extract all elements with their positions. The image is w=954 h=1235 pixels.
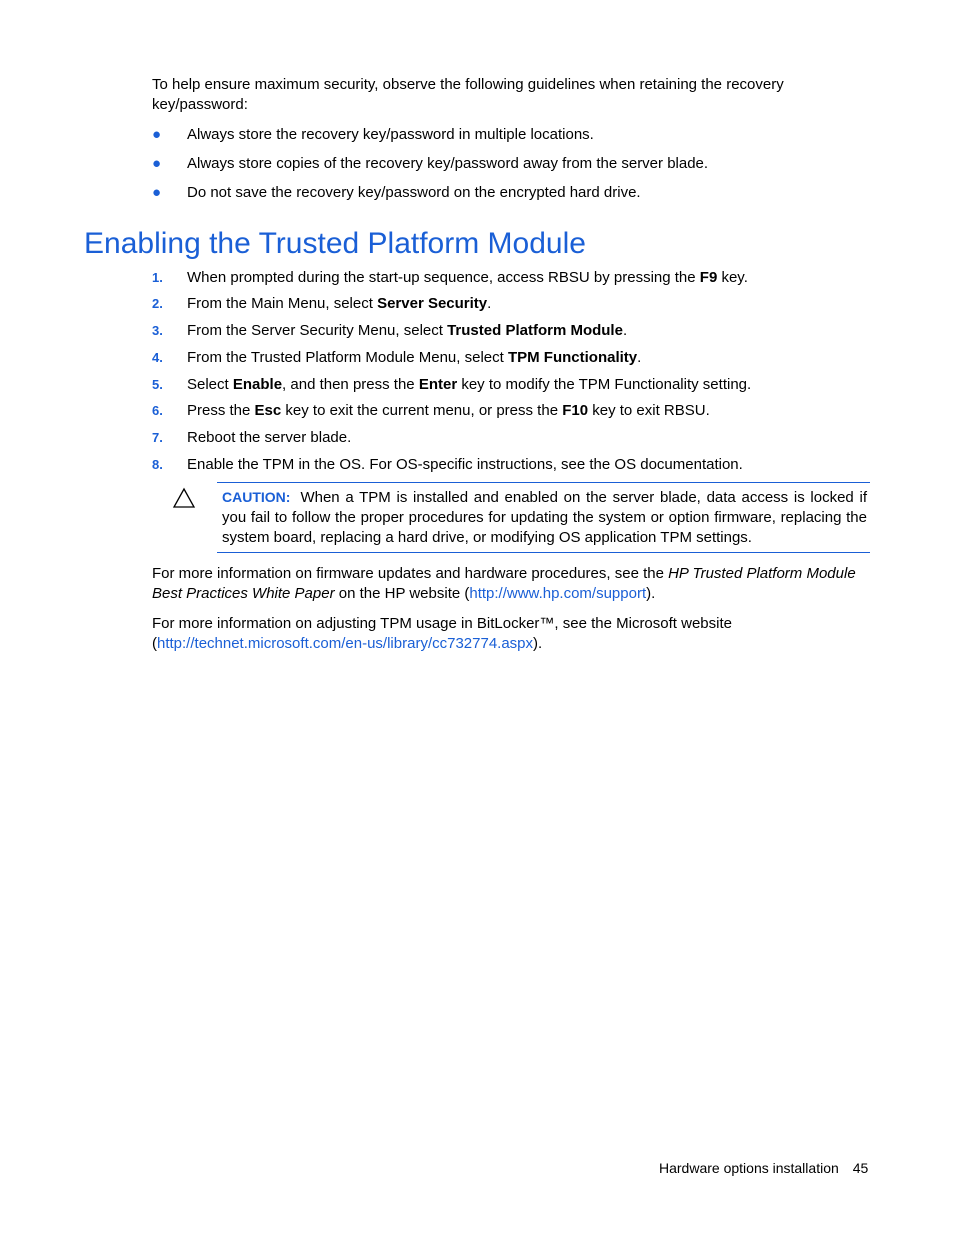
menu-name: Server Security	[377, 295, 488, 312]
step-number: 8.	[152, 457, 163, 472]
step-number: 6.	[152, 403, 163, 418]
firmware-info-paragraph: For more information on firmware updates and hardware procedures, see the HP Trusted Platform Module Best Practices White Paper on the HP website (http://www.hp.com/support).	[152, 565, 856, 602]
step-number: 3.	[152, 323, 163, 338]
caution-box	[217, 482, 870, 553]
step-number: 2.	[152, 296, 163, 311]
key-name: F9	[699, 269, 718, 286]
key-name: Enter	[418, 376, 458, 393]
step-number: 5.	[152, 377, 163, 392]
intro-paragraph: To help ensure maximum security, observe the following guidelines when retaining the recovery key/password:	[152, 76, 784, 113]
step-number: 7.	[152, 430, 163, 445]
step-number: 1.	[152, 270, 163, 285]
caution-triangle-icon	[172, 487, 196, 509]
menu-name: TPM Functionality	[507, 349, 638, 366]
hp-support-link[interactable]: http://www.hp.com/support	[469, 585, 647, 602]
bitlocker-info-paragraph: For more information on adjusting TPM usage in BitLocker™, see the Microsoft website (http://technet.microsoft.com/en-us/library/cc732774.aspx).	[152, 615, 732, 652]
option-name: Enable	[232, 376, 283, 393]
footer-section-title: Hardware options installation	[659, 1160, 839, 1176]
menu-name: Trusted Platform Module	[447, 322, 623, 339]
step-number: 4.	[152, 350, 163, 365]
page-number: 45	[852, 1160, 869, 1176]
page-footer	[659, 1158, 868, 1178]
section-heading: Enabling the Trusted Platform Module	[84, 227, 586, 260]
caution-label: CAUTION:	[222, 489, 291, 505]
key-name: F10	[562, 402, 589, 419]
key-name: Esc	[254, 402, 282, 419]
bullet-icon: ●	[152, 126, 162, 143]
caution-text: When a TPM is installed and enabled on the server blade, data access is locked if you fail to follow the proper procedures for updating the system or option firmware, replacing the system board, replacing a hard drive, or modifying OS application TPM settings.	[222, 489, 867, 546]
microsoft-technet-link[interactable]: http://technet.microsoft.com/en-us/library/cc732774.aspx	[157, 635, 534, 652]
document-title: HP Trusted Platform Module Best Practices White Paper	[152, 565, 856, 602]
bullet-icon: ●	[152, 155, 162, 172]
bullet-icon: ●	[152, 184, 162, 201]
